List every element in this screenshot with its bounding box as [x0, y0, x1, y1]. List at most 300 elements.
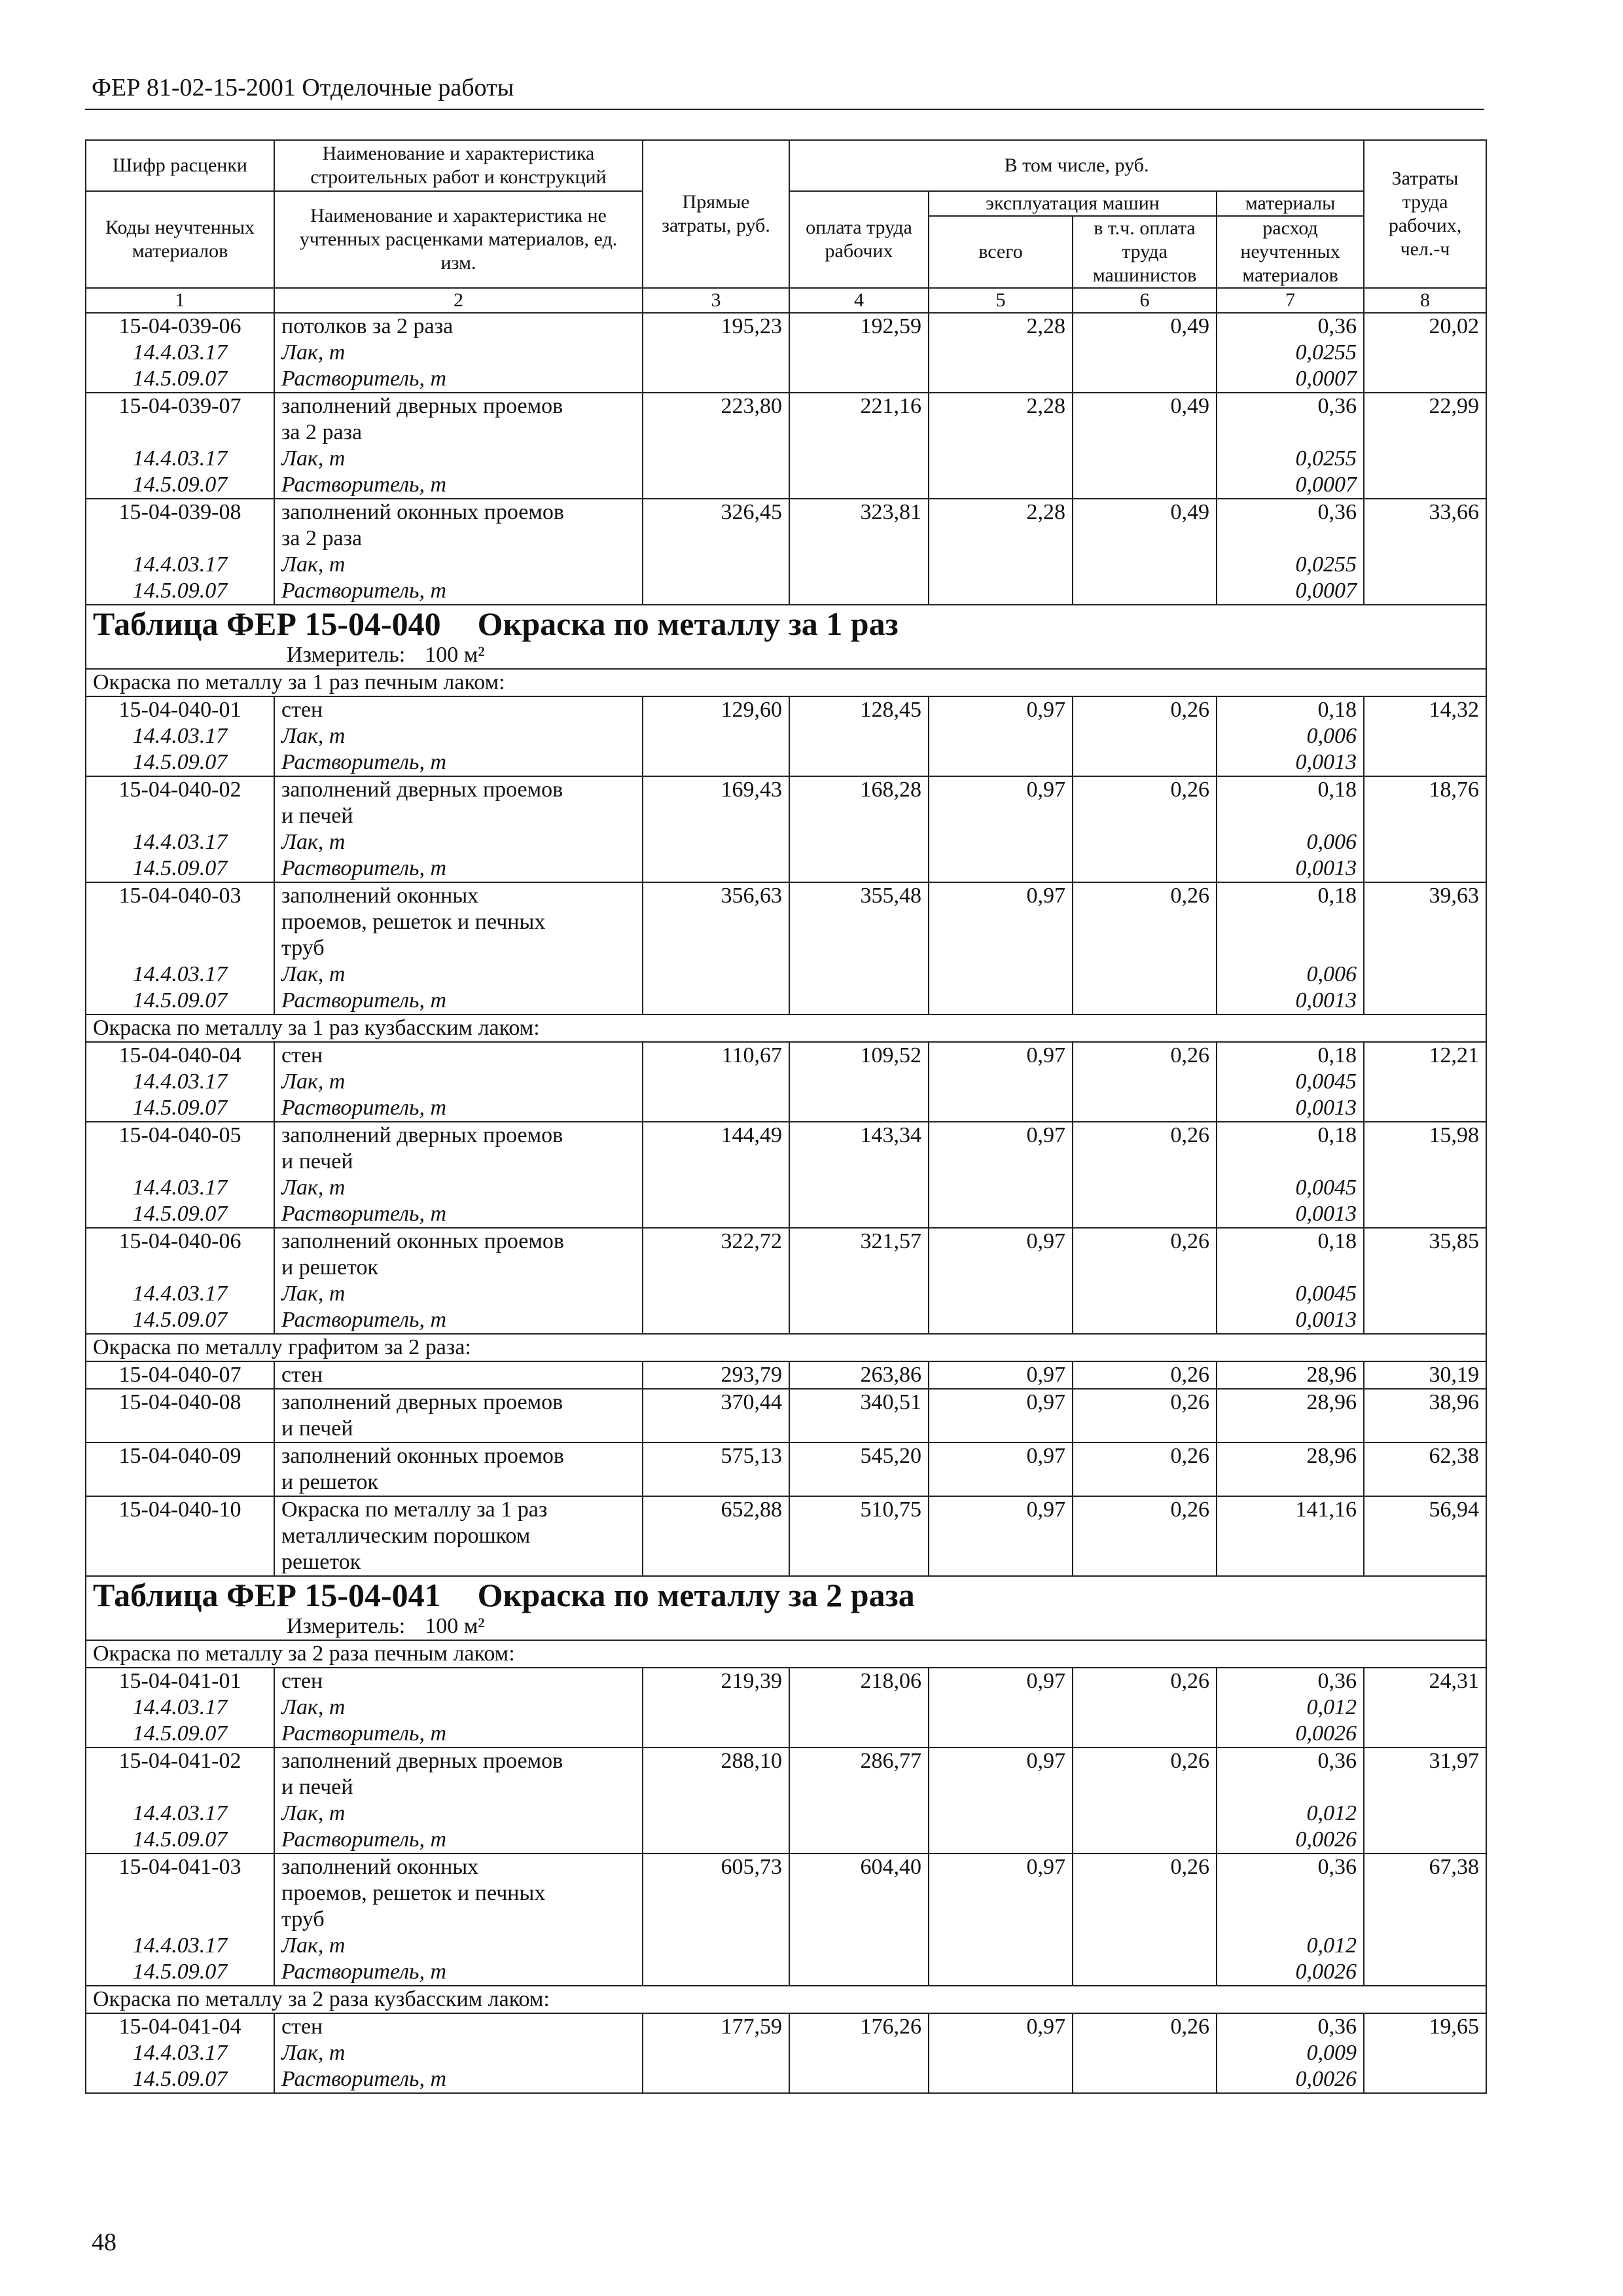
materials: 0,18	[1217, 776, 1364, 803]
table-row-cont	[86, 1416, 1486, 1443]
materials: 0,18	[1217, 1228, 1364, 1255]
materials: 141,16	[1217, 1496, 1364, 1523]
direct-cost: 356,63	[643, 882, 789, 909]
material-name: Лак, т	[274, 1695, 643, 1721]
table-row-cont	[86, 935, 1486, 961]
colnum-4: 4	[789, 288, 929, 313]
labor-pay: 286,77	[789, 1748, 929, 1774]
material-qty: 0,0045	[1217, 1281, 1364, 1307]
subsection-heading	[86, 1986, 1486, 2013]
material-name: Лак, т	[274, 340, 643, 366]
hdr-rate-code: Шифр расценки	[86, 140, 274, 191]
machinist-pay: 0,26	[1073, 1668, 1217, 1695]
measure	[93, 1613, 1479, 1640]
material-qty: 0,0045	[1217, 1175, 1364, 1201]
labor-pay: 510,75	[789, 1496, 929, 1523]
material-row	[86, 2066, 1486, 2093]
table-row-cont	[86, 1774, 1486, 1801]
material-row	[86, 366, 1486, 393]
material-qty: 0,012	[1217, 1801, 1364, 1827]
table-title: Таблица ФЕР 15-04-040	[93, 605, 441, 642]
work-name: заполнений дверных проемов	[274, 1748, 643, 1774]
table-caption	[86, 605, 1486, 669]
labor-pay: 323,81	[789, 499, 929, 526]
hdr-direct-costs: Прямые затраты, руб.	[643, 140, 789, 288]
material-qty: 0,0255	[1217, 340, 1364, 366]
header-rule	[85, 109, 1484, 110]
subsection-title: Окраска по металлу за 1 раз кузбасским лаком:	[86, 1014, 1486, 1042]
material-row	[86, 578, 1486, 605]
direct-cost: 575,13	[643, 1443, 789, 1469]
measure-value: 100 м²	[425, 643, 485, 667]
materials: 0,36	[1217, 2013, 1364, 2040]
material-name: Лак, т	[274, 723, 643, 749]
machines-total: 0,97	[929, 1443, 1073, 1469]
machinist-pay: 0,26	[1073, 1854, 1217, 1880]
work-name-cont: за 2 раза	[274, 420, 643, 446]
rate-code: 15-04-040-09	[86, 1443, 274, 1469]
material-name: Растворитель, т	[274, 472, 643, 499]
table-row-cont	[86, 1255, 1486, 1281]
materials: 0,36	[1217, 1854, 1364, 1880]
table-row-cont	[86, 1149, 1486, 1175]
materials: 28,96	[1217, 1361, 1364, 1389]
machines-total: 0,97	[929, 1361, 1073, 1389]
material-code: 14.5.09.07	[86, 749, 274, 776]
work-name: стен	[274, 1042, 643, 1069]
machinist-pay: 0,26	[1073, 1496, 1217, 1523]
table-row-cont	[86, 909, 1486, 935]
material-name: Растворитель, т	[274, 1095, 643, 1122]
work-name-cont: за 2 раза	[274, 526, 643, 552]
machines-total: 2,28	[929, 499, 1073, 526]
subsection-title: Окраска по металлу за 1 раз печным лаком:	[86, 669, 1486, 696]
rate-code: 15-04-040-04	[86, 1042, 274, 1069]
material-row	[86, 723, 1486, 749]
direct-cost: 288,10	[643, 1748, 789, 1774]
table-row-cont	[86, 1549, 1486, 1576]
rate-code: 15-04-040-02	[86, 776, 274, 803]
machinist-pay: 0,26	[1073, 1389, 1217, 1416]
work-name: заполнений дверных проемов	[274, 1122, 643, 1149]
table-row	[86, 1361, 1486, 1389]
material-qty: 0,012	[1217, 1695, 1364, 1721]
material-code: 14.4.03.17	[86, 1175, 274, 1201]
material-code: 14.4.03.17	[86, 1695, 274, 1721]
direct-cost: 652,88	[643, 1496, 789, 1523]
table-caption	[86, 1576, 1486, 1640]
table-row	[86, 499, 1486, 526]
machines-total: 0,97	[929, 1228, 1073, 1255]
labor-pay: 221,16	[789, 393, 929, 420]
table-row	[86, 882, 1486, 909]
machinist-pay: 0,49	[1073, 393, 1217, 420]
machinist-pay: 0,49	[1073, 313, 1217, 340]
machines-total: 2,28	[929, 313, 1073, 340]
page-number: 48	[92, 2229, 116, 2256]
subsection-heading	[86, 669, 1486, 696]
labor-pay: 355,48	[789, 882, 929, 909]
machinist-pay: 0,26	[1073, 1748, 1217, 1774]
machinist-pay: 0,26	[1073, 2013, 1217, 2040]
hdr-material-names: Наименование и характеристика не учтенных расценками материалов, ед. изм.	[274, 191, 643, 288]
machines-total: 0,97	[929, 1854, 1073, 1880]
rate-code: 15-04-041-02	[86, 1748, 274, 1774]
material-qty: 0,0026	[1217, 2066, 1364, 2093]
material-name: Лак, т	[274, 829, 643, 855]
hdr-work-name: Наименование и характеристика строительных работ и конструкций	[274, 140, 643, 191]
work-name-cont: и печей	[274, 1149, 643, 1175]
work-name-cont: и решеток	[274, 1469, 643, 1496]
table-row	[86, 1748, 1486, 1774]
table-row-cont	[86, 1907, 1486, 1933]
labor-pay: 340,51	[789, 1389, 929, 1416]
work-name: заполнений дверных проемов	[274, 393, 643, 420]
labor-hours: 39,63	[1364, 882, 1486, 909]
material-code: 14.4.03.17	[86, 1933, 274, 1959]
work-name: заполнений оконных проемов	[274, 1228, 643, 1255]
work-name: стен	[274, 696, 643, 723]
labor-hours: 62,38	[1364, 1443, 1486, 1469]
machines-total: 0,97	[929, 1389, 1073, 1416]
direct-cost: 110,67	[643, 1042, 789, 1069]
work-name: заполнений дверных проемов	[274, 776, 643, 803]
rate-code: 15-04-040-03	[86, 882, 274, 909]
material-name: Лак, т	[274, 1933, 643, 1959]
labor-pay: 143,34	[789, 1122, 929, 1149]
rate-code: 15-04-040-10	[86, 1496, 274, 1523]
direct-cost: 129,60	[643, 696, 789, 723]
labor-hours: 67,38	[1364, 1854, 1486, 1880]
hdr-machines: эксплуатация машин	[929, 191, 1217, 216]
table-row	[86, 1854, 1486, 1880]
material-name: Лак, т	[274, 552, 643, 578]
labor-pay: 604,40	[789, 1854, 929, 1880]
work-name-cont: проемов, решеток и печных	[274, 909, 643, 935]
material-name: Лак, т	[274, 1069, 643, 1095]
measure-label: Измеритель:	[287, 1614, 406, 1638]
direct-cost: 326,45	[643, 499, 789, 526]
material-qty: 0,012	[1217, 1933, 1364, 1959]
material-row	[86, 446, 1486, 472]
material-code: 14.5.09.07	[86, 578, 274, 605]
material-name: Лак, т	[274, 1175, 643, 1201]
rate-code: 15-04-039-08	[86, 499, 274, 526]
machines-total: 0,97	[929, 1042, 1073, 1069]
material-code: 14.5.09.07	[86, 1959, 274, 1986]
material-code: 14.4.03.17	[86, 1281, 274, 1307]
material-name: Растворитель, т	[274, 366, 643, 393]
material-code: 14.4.03.17	[86, 340, 274, 366]
table-row	[86, 1389, 1486, 1416]
material-code: 14.4.03.17	[86, 1801, 274, 1827]
work-name-cont: труб	[274, 1907, 643, 1933]
labor-pay: 109,52	[789, 1042, 929, 1069]
table-row	[86, 1122, 1486, 1149]
materials: 0,18	[1217, 882, 1364, 909]
rate-code: 15-04-040-06	[86, 1228, 274, 1255]
material-name: Лак, т	[274, 2040, 643, 2066]
material-row	[86, 1933, 1486, 1959]
direct-cost: 605,73	[643, 1854, 789, 1880]
table-title: Таблица ФЕР 15-04-041	[93, 1577, 441, 1613]
labor-pay: 263,86	[789, 1361, 929, 1389]
rate-code: 15-04-039-07	[86, 393, 274, 420]
hdr-machines-total: всего	[929, 216, 1073, 288]
material-qty: 0,0007	[1217, 366, 1364, 393]
labor-pay: 545,20	[789, 1443, 929, 1469]
material-name: Растворитель, т	[274, 1307, 643, 1334]
material-qty: 0,0013	[1217, 1201, 1364, 1228]
colnum-1: 1	[86, 288, 274, 313]
material-qty: 0,0026	[1217, 1827, 1364, 1854]
material-row	[86, 988, 1486, 1014]
direct-cost: 322,72	[643, 1228, 789, 1255]
table-row-cont	[86, 420, 1486, 446]
material-row	[86, 2040, 1486, 2066]
labor-pay: 218,06	[789, 1668, 929, 1695]
machines-total: 0,97	[929, 696, 1073, 723]
material-qty: 0,0013	[1217, 988, 1364, 1014]
material-qty: 0,0007	[1217, 472, 1364, 499]
table-row-cont	[86, 526, 1486, 552]
table-row	[86, 776, 1486, 803]
machinist-pay: 0,26	[1073, 1228, 1217, 1255]
rate-code: 15-04-040-08	[86, 1389, 274, 1416]
colnum-3: 3	[643, 288, 789, 313]
labor-hours: 20,02	[1364, 313, 1486, 340]
measure-label: Измеритель:	[287, 643, 406, 667]
labor-hours: 12,21	[1364, 1042, 1486, 1069]
colnum-8: 8	[1364, 288, 1486, 313]
subsection-title: Окраска по металлу за 2 раза кузбасским лаком:	[86, 1986, 1486, 2013]
material-name: Растворитель, т	[274, 1201, 643, 1228]
materials: 0,36	[1217, 499, 1364, 526]
rate-code: 15-04-041-04	[86, 2013, 274, 2040]
table-row	[86, 1228, 1486, 1255]
colnum-2: 2	[274, 288, 643, 313]
table-row	[86, 2013, 1486, 2040]
machines-total: 0,97	[929, 1496, 1073, 1523]
material-code: 14.4.03.17	[86, 829, 274, 855]
work-name: стен	[274, 1361, 643, 1389]
machinist-pay: 0,26	[1073, 1361, 1217, 1389]
material-code: 14.5.09.07	[86, 2066, 274, 2093]
material-row	[86, 749, 1486, 776]
material-code: 14.5.09.07	[86, 1307, 274, 1334]
material-row	[86, 472, 1486, 499]
measure-value: 100 м²	[425, 1614, 485, 1638]
material-name: Растворитель, т	[274, 855, 643, 882]
work-name-cont: и печей	[274, 1416, 643, 1443]
material-row	[86, 552, 1486, 578]
material-row	[86, 961, 1486, 988]
work-name: заполнений оконных	[274, 882, 643, 909]
labor-hours: 38,96	[1364, 1389, 1486, 1416]
direct-cost: 144,49	[643, 1122, 789, 1149]
direct-cost: 169,43	[643, 776, 789, 803]
machines-total: 0,97	[929, 2013, 1073, 2040]
material-code: 14.5.09.07	[86, 1827, 274, 1854]
machines-total: 0,97	[929, 882, 1073, 909]
material-qty: 0,0026	[1217, 1721, 1364, 1748]
rate-code: 15-04-040-01	[86, 696, 274, 723]
colnum-5: 5	[929, 288, 1073, 313]
work-name-cont: металлическим порошком	[274, 1523, 643, 1549]
material-row	[86, 1201, 1486, 1228]
materials: 28,96	[1217, 1389, 1364, 1416]
machines-total: 2,28	[929, 393, 1073, 420]
hdr-labor-pay: оплата труда рабочих	[789, 191, 929, 288]
material-row	[86, 1695, 1486, 1721]
direct-cost: 223,80	[643, 393, 789, 420]
work-name: стен	[274, 2013, 643, 2040]
material-qty: 0,006	[1217, 829, 1364, 855]
materials: 0,18	[1217, 1042, 1364, 1069]
material-name: Лак, т	[274, 961, 643, 988]
material-name: Лак, т	[274, 1281, 643, 1307]
materials: 28,96	[1217, 1443, 1364, 1469]
table-row	[86, 1042, 1486, 1069]
subsection-title: Окраска по металлу графитом за 2 раза:	[86, 1334, 1486, 1361]
material-row	[86, 829, 1486, 855]
subsection-heading	[86, 1334, 1486, 1361]
labor-hours: 19,65	[1364, 2013, 1486, 2040]
material-name: Лак, т	[274, 1801, 643, 1827]
material-code: 14.5.09.07	[86, 1721, 274, 1748]
running-title: ФЕР 81-02-15-2001 Отделочные работы	[92, 74, 514, 101]
hdr-unaccounted-materials: расход неучтенных материалов	[1217, 216, 1364, 288]
machines-total: 0,97	[929, 1668, 1073, 1695]
machinist-pay: 0,26	[1073, 776, 1217, 803]
machinist-pay: 0,49	[1073, 499, 1217, 526]
machines-total: 0,97	[929, 1122, 1073, 1149]
colnum-6: 6	[1073, 288, 1217, 313]
materials: 0,18	[1217, 696, 1364, 723]
work-name-cont: и печей	[274, 803, 643, 829]
material-qty: 0,006	[1217, 723, 1364, 749]
material-code: 14.4.03.17	[86, 552, 274, 578]
material-name: Растворитель, т	[274, 1959, 643, 1986]
material-row	[86, 855, 1486, 882]
direct-cost: 219,39	[643, 1668, 789, 1695]
material-code: 14.4.03.17	[86, 1069, 274, 1095]
rate-code: 15-04-041-03	[86, 1854, 274, 1880]
labor-hours: 31,97	[1364, 1748, 1486, 1774]
rate-code: 15-04-041-01	[86, 1668, 274, 1695]
subsection-heading	[86, 1014, 1486, 1042]
table-row-cont	[86, 1523, 1486, 1549]
material-qty: 0,006	[1217, 961, 1364, 988]
table-row	[86, 1668, 1486, 1695]
labor-hours: 22,99	[1364, 393, 1486, 420]
material-row	[86, 1959, 1486, 1986]
direct-cost: 195,23	[643, 313, 789, 340]
material-name: Растворитель, т	[274, 988, 643, 1014]
rate-code: 15-04-039-06	[86, 313, 274, 340]
rate-code: 15-04-040-05	[86, 1122, 274, 1149]
work-name-cont: и печей	[274, 1774, 643, 1801]
machinist-pay: 0,26	[1073, 1042, 1217, 1069]
material-code: 14.4.03.17	[86, 723, 274, 749]
work-name: потолков за 2 раза	[274, 313, 643, 340]
direct-cost: 293,79	[643, 1361, 789, 1389]
material-row	[86, 1095, 1486, 1122]
header-grid	[85, 139, 1487, 2094]
hdr-materials: материалы	[1217, 191, 1364, 216]
labor-pay: 168,28	[789, 776, 929, 803]
material-code: 14.5.09.07	[86, 988, 274, 1014]
work-name: заполнений оконных проемов	[274, 499, 643, 526]
machinist-pay: 0,26	[1073, 1443, 1217, 1469]
work-name: заполнений оконных	[274, 1854, 643, 1880]
material-qty: 0,0013	[1217, 749, 1364, 776]
material-qty: 0,0013	[1217, 1095, 1364, 1122]
material-code: 14.4.03.17	[86, 961, 274, 988]
material-row	[86, 1281, 1486, 1307]
materials: 0,36	[1217, 1748, 1364, 1774]
labor-pay: 321,57	[789, 1228, 929, 1255]
material-name: Растворитель, т	[274, 1721, 643, 1748]
work-name-cont: и решеток	[274, 1255, 643, 1281]
labor-hours: 56,94	[1364, 1496, 1486, 1523]
table-row	[86, 1443, 1486, 1469]
labor-hours: 14,32	[1364, 696, 1486, 723]
table-subtitle: Окраска по металлу за 1 раз	[477, 605, 899, 642]
material-qty: 0,0045	[1217, 1069, 1364, 1095]
table-subtitle: Окраска по металлу за 2 раза	[477, 1577, 915, 1613]
material-name: Растворитель, т	[274, 578, 643, 605]
material-row	[86, 1307, 1486, 1334]
material-qty: 0,0007	[1217, 578, 1364, 605]
materials: 0,36	[1217, 1668, 1364, 1695]
hdr-including: В том числе, руб.	[789, 140, 1364, 191]
materials: 0,36	[1217, 313, 1364, 340]
table-row-cont	[86, 1880, 1486, 1907]
table-row	[86, 1496, 1486, 1523]
direct-cost: 177,59	[643, 2013, 789, 2040]
machinist-pay: 0,26	[1073, 696, 1217, 723]
material-qty: 0,0013	[1217, 1307, 1364, 1334]
labor-pay: 176,26	[789, 2013, 929, 2040]
material-qty: 0,009	[1217, 2040, 1364, 2066]
machines-total: 0,97	[929, 776, 1073, 803]
subsection-title: Окраска по металлу за 2 раза печным лаком:	[86, 1640, 1486, 1668]
material-row	[86, 1069, 1486, 1095]
labor-pay: 192,59	[789, 313, 929, 340]
table-row	[86, 393, 1486, 420]
labor-pay: 128,45	[789, 696, 929, 723]
material-name: Лак, т	[274, 446, 643, 472]
table-row-cont	[86, 803, 1486, 829]
subsection-heading	[86, 1640, 1486, 1668]
material-name: Растворитель, т	[274, 1827, 643, 1854]
work-name-cont: проемов, решеток и печных	[274, 1880, 643, 1907]
work-name-cont: решеток	[274, 1549, 643, 1576]
materials: 0,18	[1217, 1122, 1364, 1149]
labor-hours: 24,31	[1364, 1668, 1486, 1695]
material-name: Растворитель, т	[274, 2066, 643, 2093]
hdr-material-codes: Коды неучтенных материалов	[86, 191, 274, 288]
colnum-7: 7	[1217, 288, 1364, 313]
material-code: 14.5.09.07	[86, 1095, 274, 1122]
work-name: Окраска по металлу за 1 раз	[274, 1496, 643, 1523]
work-name: заполнений оконных проемов	[274, 1443, 643, 1469]
work-name: стен	[274, 1668, 643, 1695]
labor-hours: 35,85	[1364, 1228, 1486, 1255]
material-row	[86, 1175, 1486, 1201]
labor-hours: 18,76	[1364, 776, 1486, 803]
